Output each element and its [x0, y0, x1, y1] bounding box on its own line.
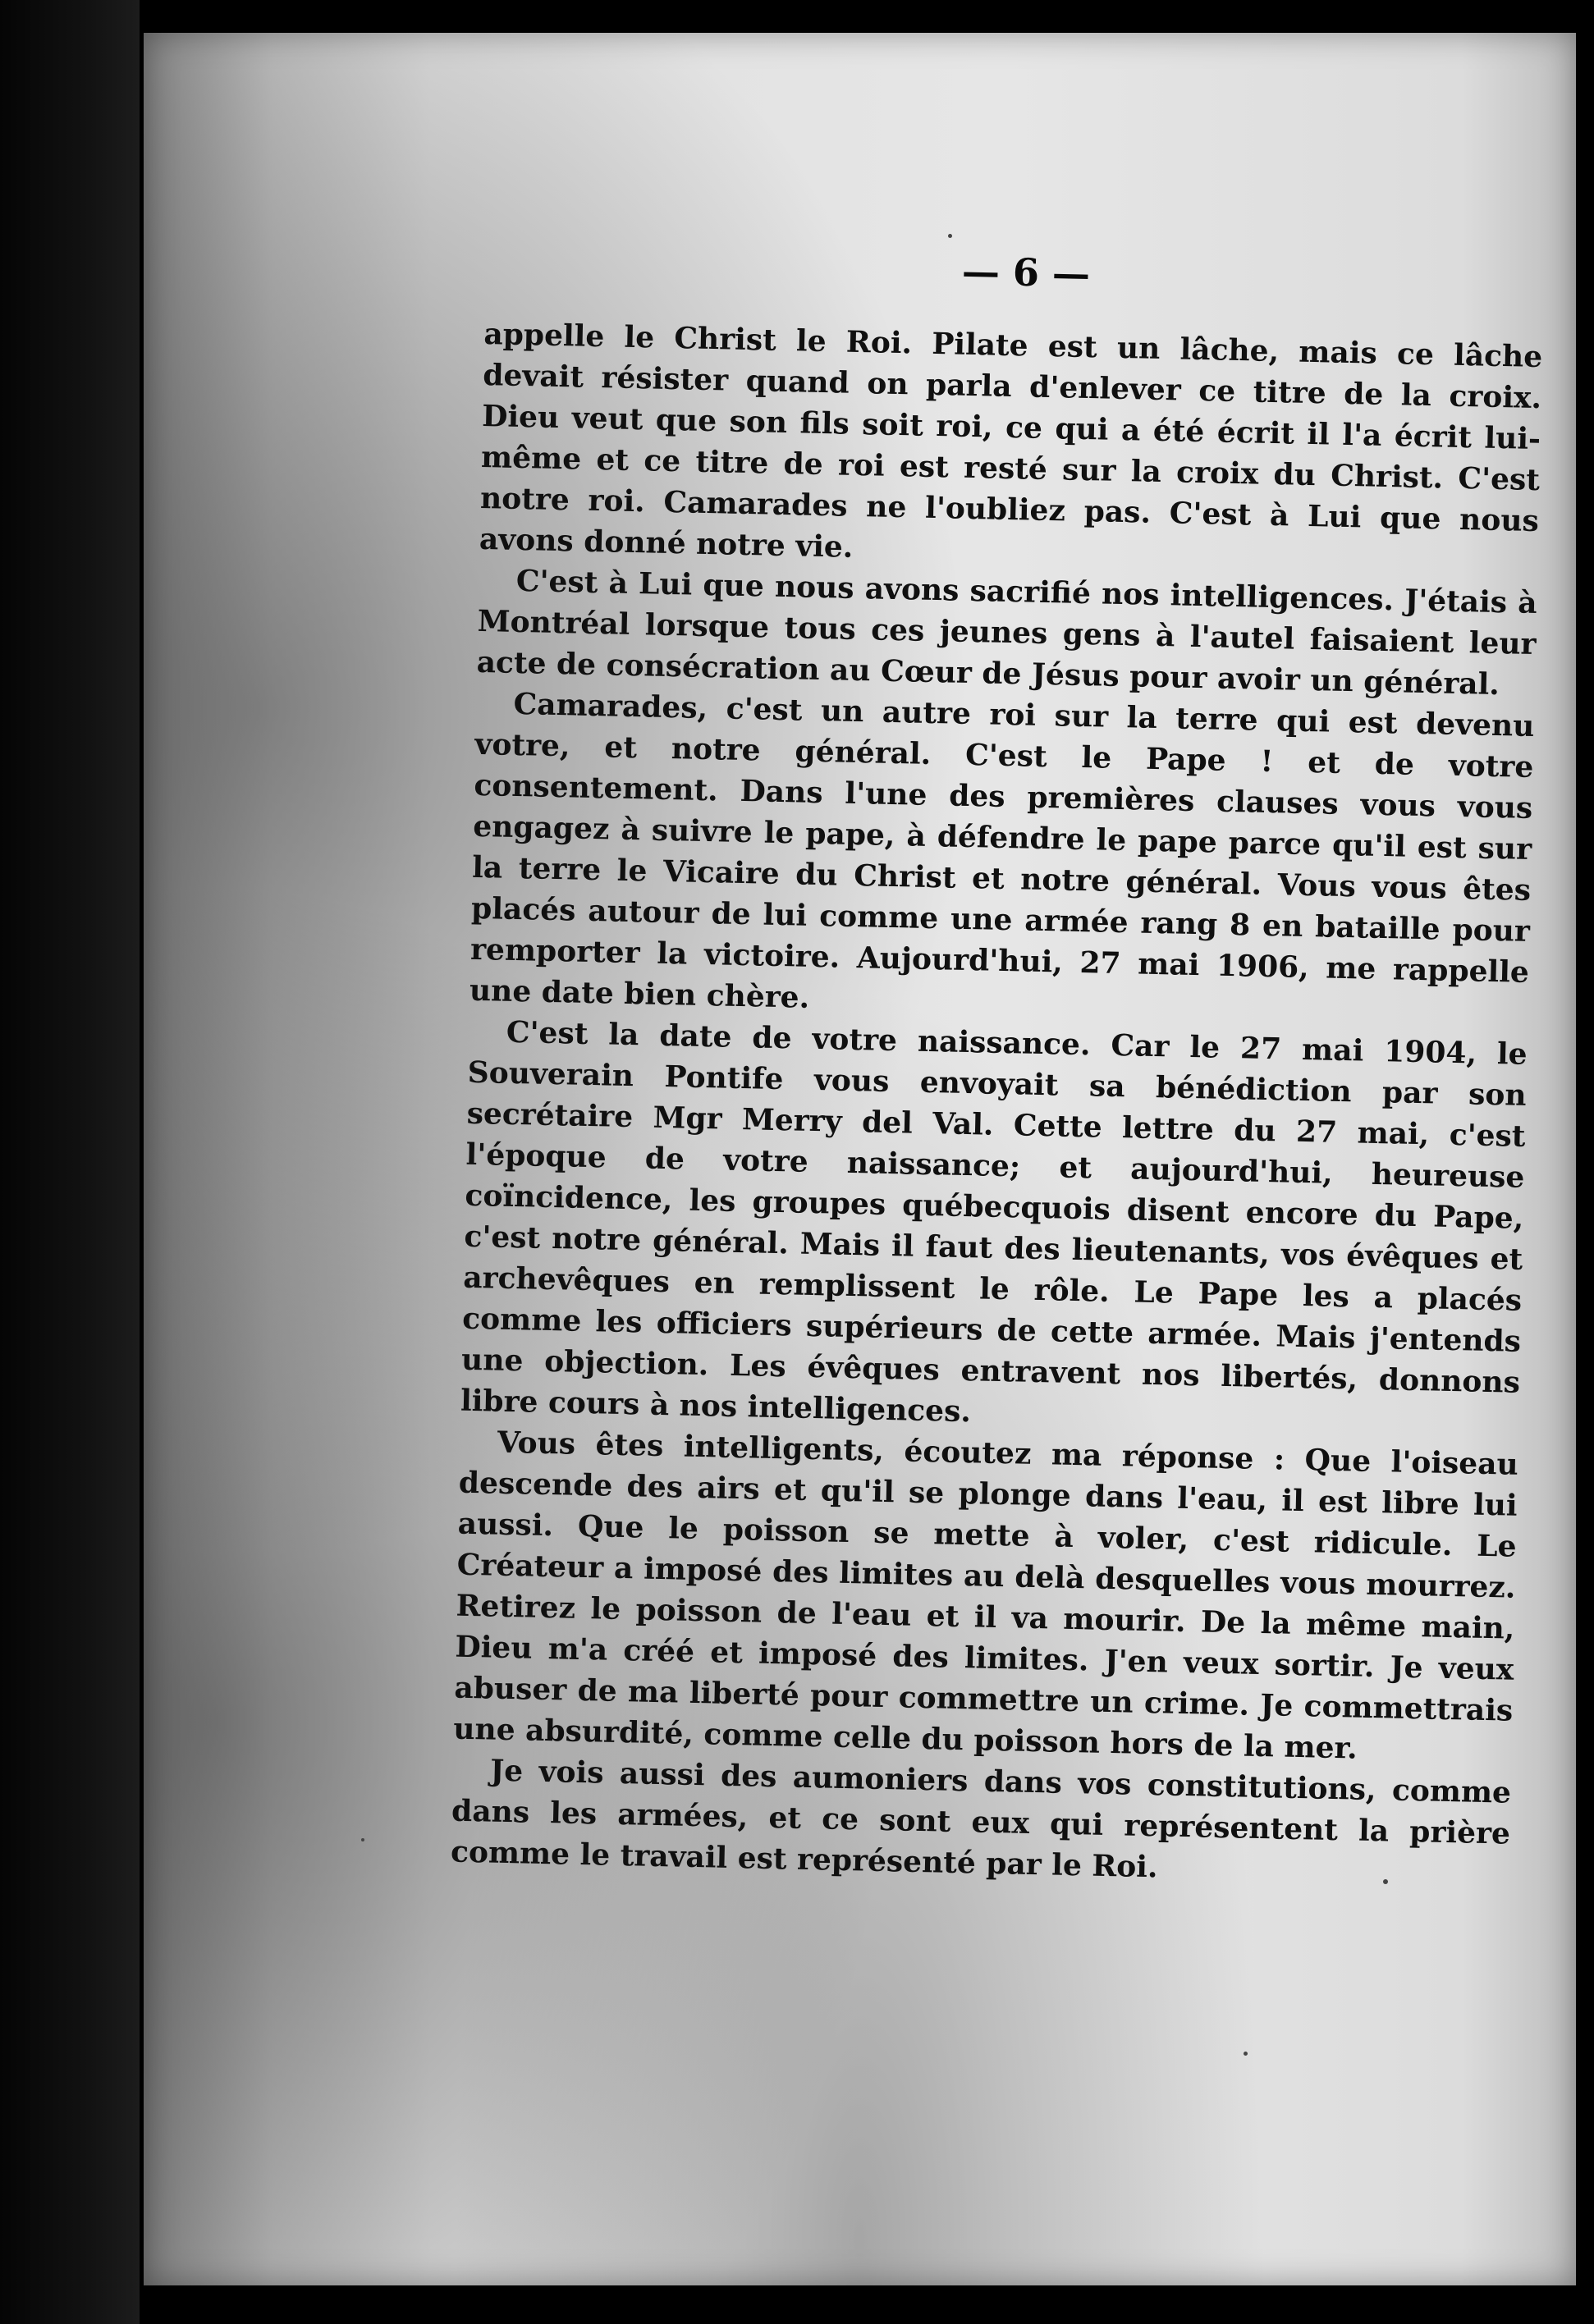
scan-right-margin [1576, 0, 1594, 2324]
paragraph: appelle le Christ le Roi. Pilate est un lâche, mais ce lâche devait résister quand on parla d'enlever ce titre de la croix. Dieu veut que son fils soit roi, ce qui a été écrit il l'a écrit lui-même et ce titre de roi est resté sur la croix du Christ. C'est notre roi. Camarades ne l'oubliez pas. C'est à Lui que nous avons donné notre vie. [479, 316, 1543, 565]
paragraph: Vous êtes intelligents, écoutez ma réponse : Que l'oiseau descende des airs et qu'il se plonge dans l'eau, il est libre lui aussi. Que le poisson se mette à voler, c'est ridicule. Le Créateur a imposé des limites au delà desquelles vous mourrez. Retirez le poisson de l'eau et il va mourir. De la même main, Dieu m'a créé et imposé des limites. J'en veux sortir. Je veux abuser de ma liberté pour commettre un crime. Je commettrais une absurdité, comme celle du poisson hors de la mer. [452, 1425, 1519, 1766]
paragraph: C'est à Lui que nous avons sacrifié nos intelligences. J'étais à Montréal lorsque tous ces jeunes gens à l'autel faisaient leur acte de consécration au Cœur de Jésus pour avoir un général. [476, 563, 1538, 702]
paper-speck [1244, 2052, 1248, 2056]
paper-speck [948, 234, 952, 238]
paragraph: C'est la date de votre naissance. Car le 27 mai 1904, le Souverain Pontife vous envoyait sa bénédiction par son secrétaire Mgr Merry del Val. Cette lettre du 27 mai, c'est l'époque de votre naissance; et aujourd'hui, heureuse coïncidence, les groupes québecquois disent encore du Pape, c'est notre général. Mais il faut des lieutenants, vos évêques et archevêques en remplissent le rôle. Le Pape les a placés comme les officiers supérieurs de cette armée. Mais j'entends une objection. Les évêques entravent nos libertés, donnons libre cours à nos intelligences. [460, 1014, 1528, 1430]
paragraph: Camarades, c'est un autre roi sur la terre qui est devenu votre, et notre général. C'est le Pape ! et de votre consentement. Dans l'une des premières clauses vous vous engagez à suivre le pape, à défendre le pape parce qu'il est sur la terre le Vicaire du Christ et notre général. Vous vous êtes placés autour de lui comme une armée rang 8 en bataille pour remporter la victoire. Aujourd'hui, 27 mai 1906, me rappelle une date bien chère. [469, 686, 1535, 1015]
scan-left-margin [0, 0, 140, 2324]
body-text [451, 313, 1543, 1896]
paragraph: Je vois aussi des aumoniers dans vos constitutions, comme dans les armées, et ce sont eux qui représentent la prière comme le travail est représenté par le Roi. [450, 1753, 1512, 1885]
page-number: — 6 — [961, 249, 1091, 296]
paper-speck [361, 1838, 364, 1841]
